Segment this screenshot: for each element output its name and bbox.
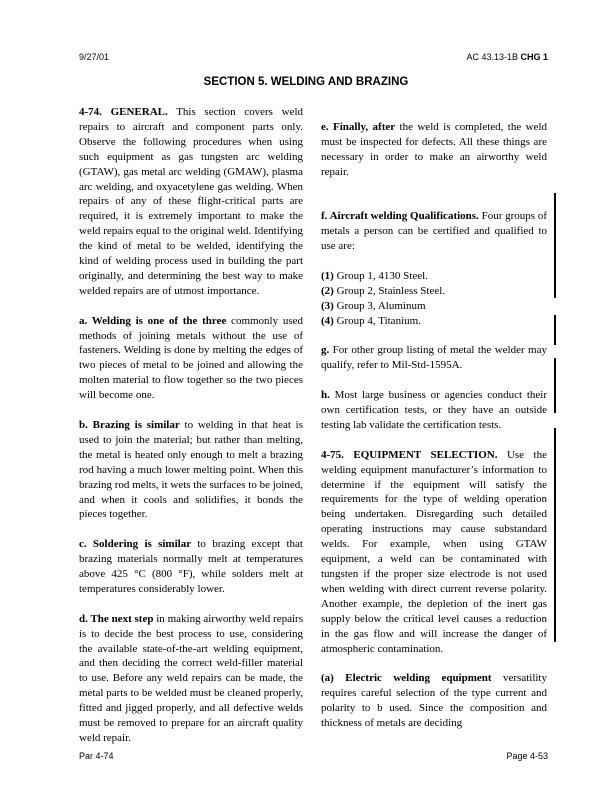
para-text: to brazing except that brazing materials normally melt at temperatures above 425 °C (800 °F), while solders melt at temperatures considerably lower.: [79, 538, 303, 595]
para-electric-equipment: [321, 671, 547, 731]
footer-paragraph: Par 4-74: [79, 751, 114, 761]
list-text: Group 4, Titanium.: [333, 314, 421, 327]
list-text: Group 2, Stainless Steel.: [333, 284, 446, 297]
change-bar: [554, 428, 556, 642]
ac-number: AC 43.13-1B: [466, 52, 521, 62]
para-text: For other group listing of metal the welder may qualify, refer to Mil-Std-1595A.: [321, 344, 547, 372]
para-h: [321, 388, 547, 433]
para-general: [79, 105, 303, 299]
list-item: [321, 299, 547, 314]
para-lead: d. The next step: [79, 612, 154, 625]
change-bar: [554, 315, 556, 345]
header-ac-number: [466, 52, 548, 62]
para-text: in making airworthy weld repairs is to decide the best process to use, considering the available state-of-the-art welding equipment, and then deciding the correct weld-filler material to use. Before any weld repairs can be made, the metal parts to be welded must be cleaned properly, fitted and jigged properly, and all defective welds must be removed to prepare for an aircraft quality weld repair.: [79, 612, 303, 744]
para-text: versatility requires careful selection of the type current and polarity to b used. Since the composition and thickness of metals are deciding: [321, 672, 547, 730]
para-text: This section covers weld repairs to aircraft and component parts only. Observe the following procedures when using such equipment as gas tungsten arc welding (GTAW), gas metal arc welding (GMAW), plasma arc welding, and oxyacetylene gas welding. When repairs of any of these flight-critical parts are required, it is extremely important to make the weld repairs equal to the original weld. Identifying the kind of metal to be welded, identifying the kind of welding process used in building the part originally, and determining the best way to make welded repairs are of utmost importance.: [79, 106, 304, 297]
list-text: Group 3, Aluminum: [333, 299, 426, 312]
chg-label: CHG 1: [520, 52, 548, 62]
header-date: 9/27/01: [79, 52, 110, 62]
list-item: [321, 269, 547, 284]
change-bar: [554, 358, 556, 413]
para-lead: b. Brazing is similar: [79, 419, 180, 431]
para-text: Four groups of metals a person can be certified and qualified to use are:: [321, 210, 547, 253]
list-num: (1): [321, 269, 334, 282]
para-text: Use the welding equipment manufacturer’s information to determine if the equipment will satisfy the requirements for the type of welding operation being undertaken. Disregarding such detailed operating instructions may cause substandard welds. For example, when using GTAW equipment, a weld can be contaminated with tungsten if the proper size electrode is not used when welding with direct current reverse polarity. Another example, the depletion of the inert gas supply below the critical level causes a reduction in the gas flow and will increase the danger of atmospheric contamination.: [321, 448, 547, 655]
para-c: [79, 537, 303, 597]
para-lead: c. Soldering is similar: [79, 538, 192, 551]
para-f: [321, 209, 547, 254]
list-num: (2): [321, 284, 334, 297]
list-num: (3): [321, 299, 334, 312]
list-item: [321, 314, 547, 329]
para-e: [321, 120, 547, 180]
para-lead: g.: [321, 344, 330, 357]
para-lead: h.: [321, 389, 330, 402]
right-column: [321, 105, 547, 731]
left-column: [79, 105, 303, 746]
para-lead: f. Aircraft welding Qualifications.: [321, 210, 479, 223]
para-text: to welding in that heat is used to join the material; but rather than melting, the metal is heated only enough to melt a brazing rod having a much lower melting point. When this brazing rod melts, it wets the surfaces to be joined, and when it cools and solidifies, it bonds the pieces together.: [79, 419, 303, 521]
para-text: Most large business or agencies conduct their own certification tests, or they have an outside testing lab validate the certification tests.: [321, 389, 547, 431]
list-num: (4): [321, 314, 334, 327]
para-heading: 4-75. EQUIPMENT SELECTION.: [321, 448, 498, 461]
section-title: SECTION 5. WELDING AND BRAZING: [203, 76, 409, 88]
para-text: the weld is completed, the weld must be inspected for defects. All these things are necessary in order to make an airworthy weld repair.: [321, 120, 548, 178]
footer-page-number: Page 4-53: [506, 751, 548, 761]
para-heading: 4-74. GENERAL.: [79, 106, 168, 118]
para-d: [79, 612, 303, 746]
para-lead: e. Finally, after: [321, 120, 396, 133]
para-equipment-selection: [321, 448, 547, 657]
para-g: [321, 343, 547, 373]
list-item: [321, 284, 547, 299]
para-text: commonly used methods of joining metals without the use of fasteners. Welding is done by melting the edges of two pieces of metal to be joined and allowing the molten material to flow together so the two pieces will become one.: [79, 314, 303, 402]
list-text: Group 1, 4130 Steel.: [333, 269, 428, 282]
para-lead: (a) Electric welding equipment: [321, 672, 492, 685]
group-list: [321, 269, 547, 329]
change-bar: [554, 193, 556, 298]
para-a: [79, 314, 303, 403]
para-b: [79, 418, 303, 522]
para-lead: a. Welding is one of the three: [79, 314, 227, 327]
